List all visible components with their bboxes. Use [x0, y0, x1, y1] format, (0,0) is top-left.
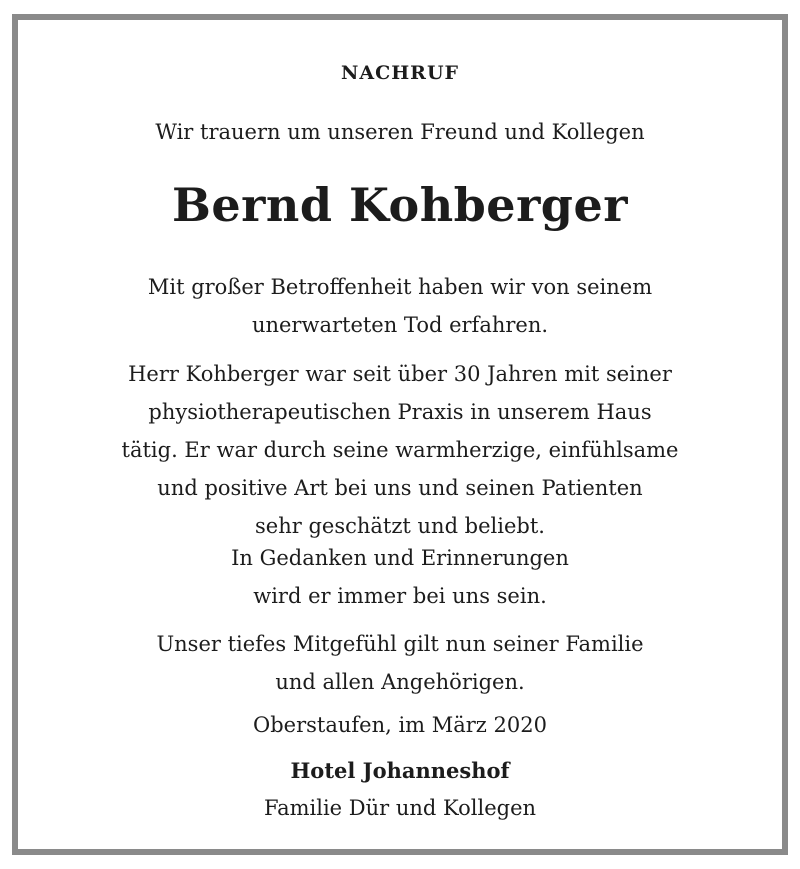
- paragraph-tribute: [18, 355, 782, 545]
- paragraph-line: und positive Art bei uns und seinen Patienten: [157, 476, 643, 500]
- paragraph-line: Herr Kohberger war seit über 30 Jahren mit seiner: [128, 362, 672, 386]
- paragraph-remembrance: [18, 539, 782, 615]
- paragraph-line: sehr geschätzt und beliebt.: [255, 514, 545, 538]
- place-date: Oberstaufen, im März 2020: [252, 713, 547, 737]
- paragraph-sympathy: [18, 625, 782, 701]
- sender-family: Familie Dür und Kollegen: [263, 796, 537, 820]
- paragraph-line: Unser tiefes Mitgefühl gilt nun seiner Familie: [156, 632, 644, 656]
- obituary-frame: [12, 14, 788, 855]
- paragraph-line: physiotherapeutischen Praxis in unserem Haus: [148, 400, 652, 424]
- paragraph-line: wird er immer bei uns sein.: [253, 584, 547, 608]
- paragraph-line: Mit großer Betroffenheit haben wir von seinem: [147, 275, 653, 299]
- intro-text: Wir trauern um unseren Freund und Kollegen: [155, 120, 645, 144]
- paragraph-line: unerwarteten Tod erfahren.: [251, 313, 549, 337]
- paragraph-condolence: [18, 268, 782, 344]
- paragraph-line: und allen Angehörigen.: [275, 670, 525, 694]
- deceased-name: Bernd Kohberger: [172, 178, 628, 232]
- paragraph-line: tätig. Er war durch seine warmherzige, einfühlsame: [121, 438, 679, 462]
- obituary-heading: NACHRUF: [340, 62, 460, 84]
- paragraph-line: In Gedanken und Erinnerungen: [231, 546, 569, 570]
- sender-name: Hotel Johanneshof: [290, 758, 510, 783]
